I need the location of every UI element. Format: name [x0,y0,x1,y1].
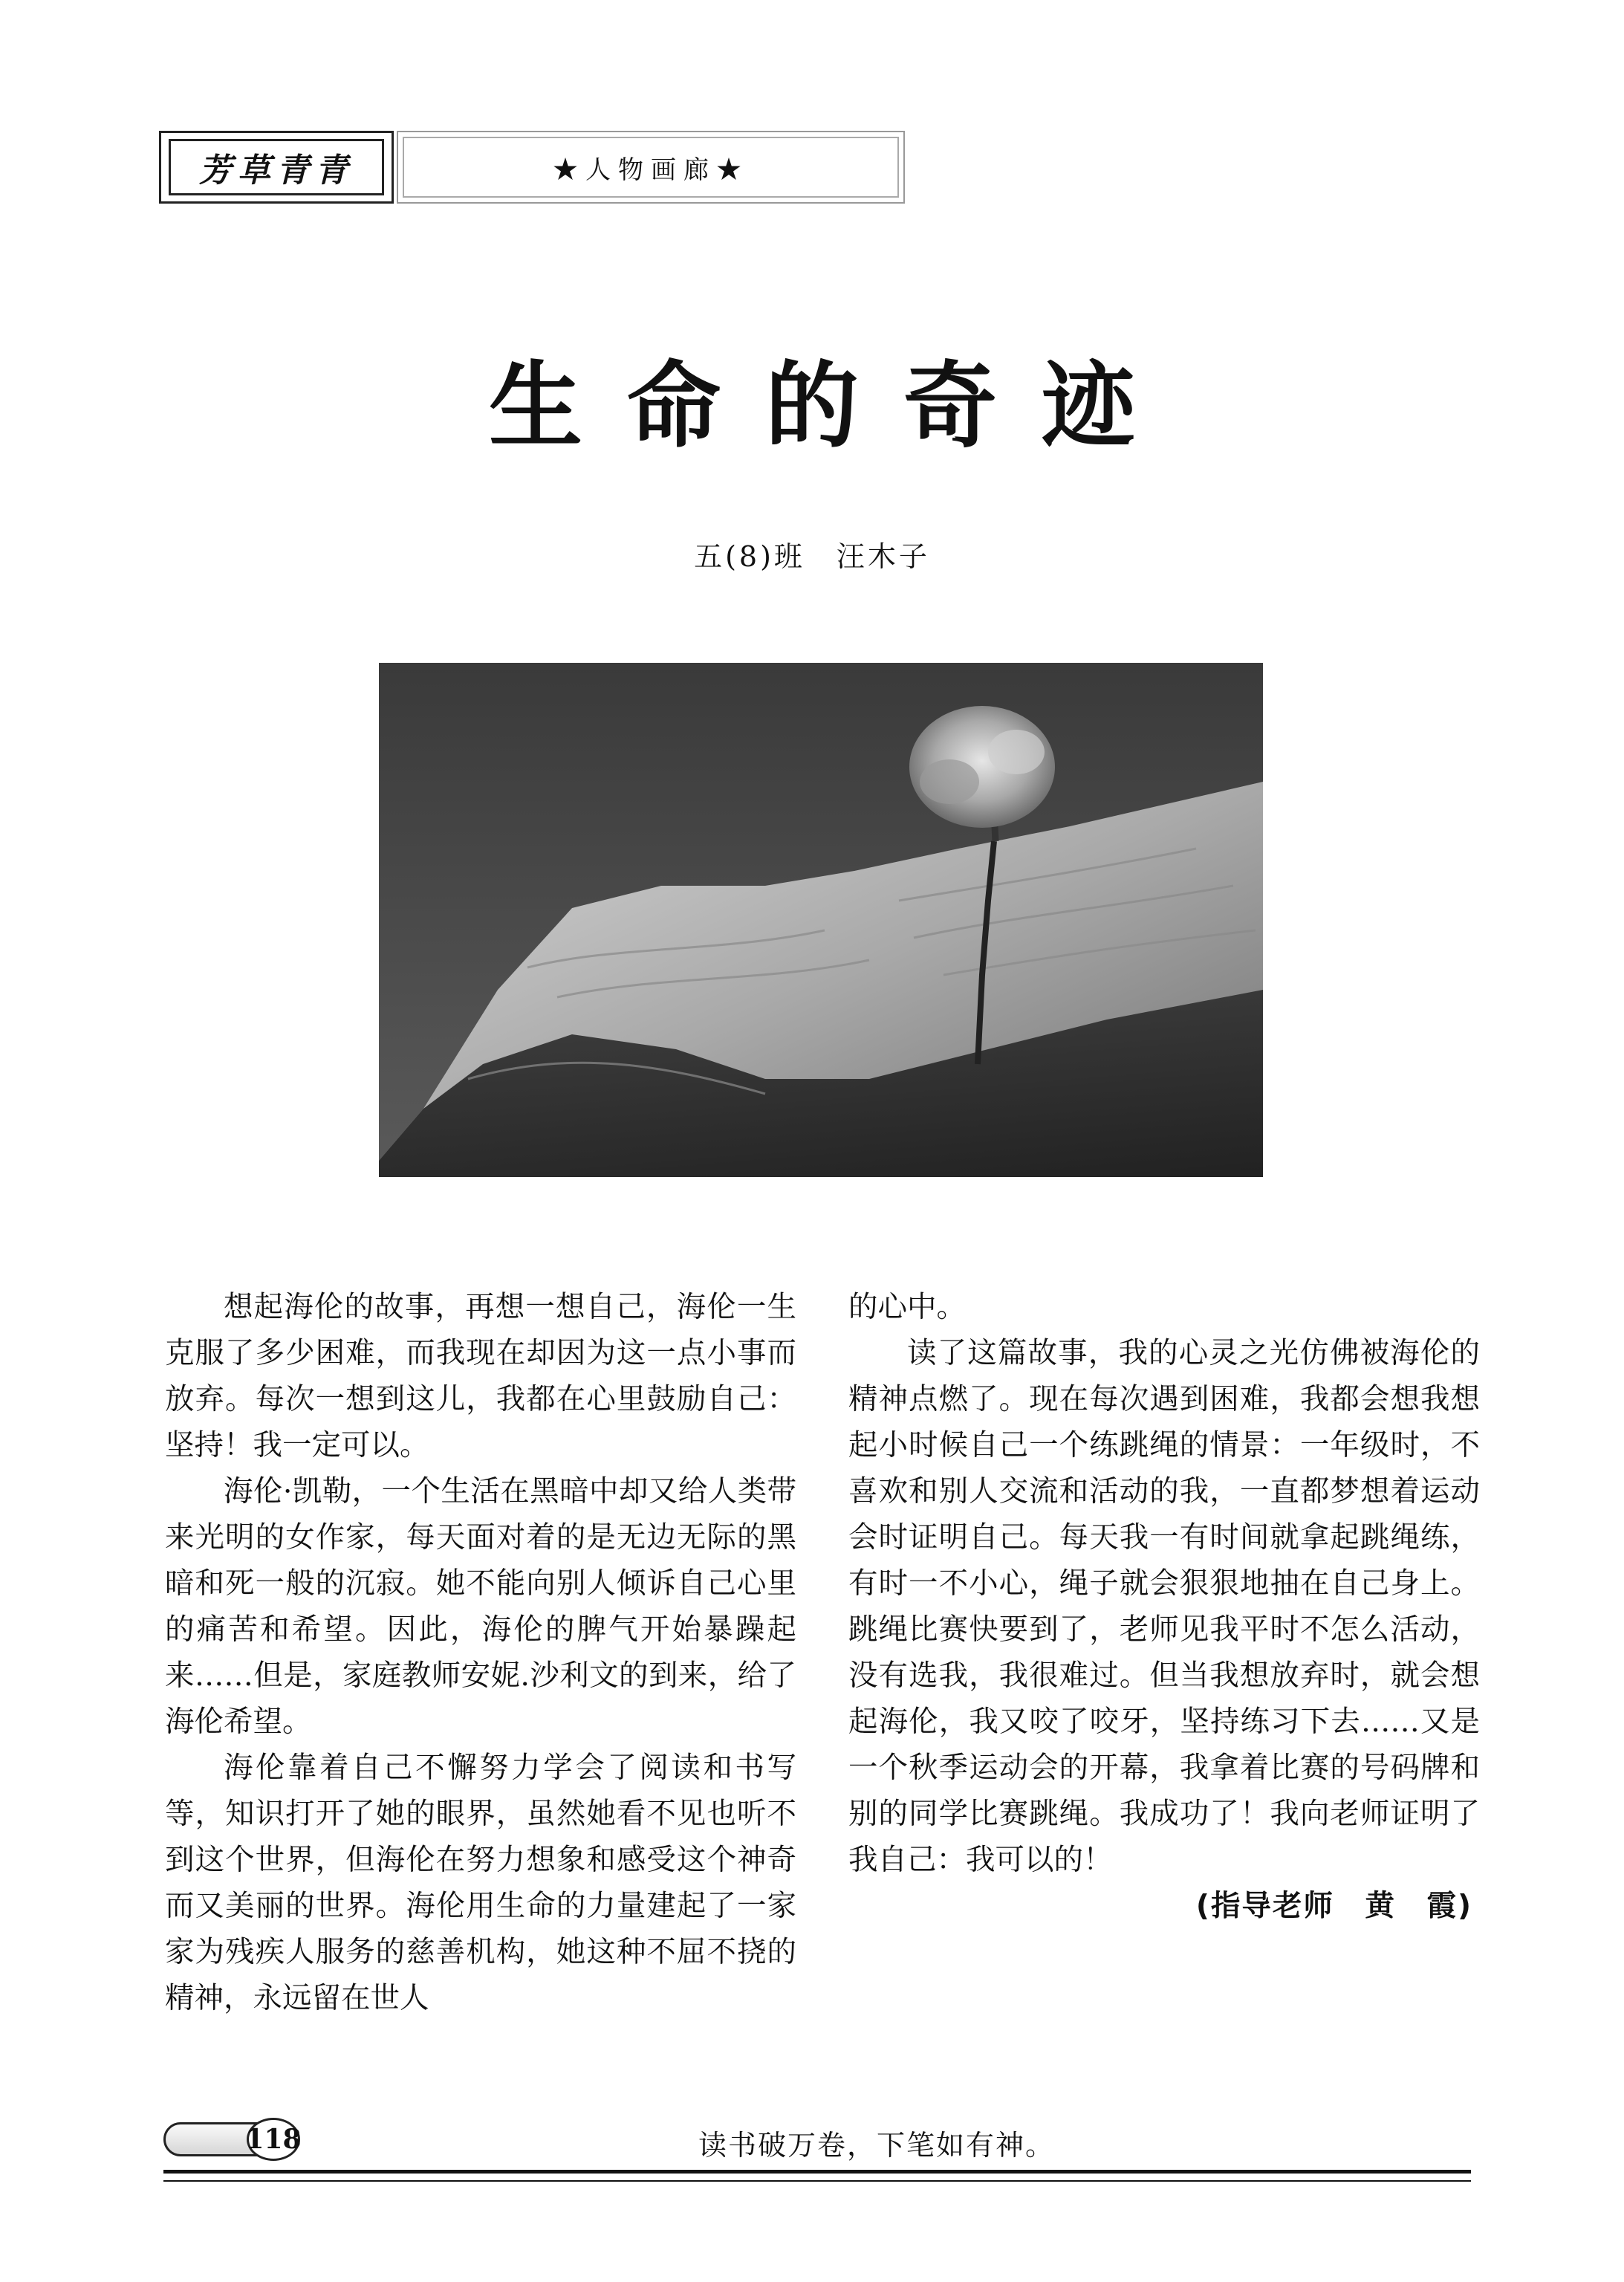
paragraph: 海伦·凯勒，一个生活在黑暗中却又给人类带来光明的女作家，每天面对着的是无边无际的黑暗和死一般的沉寂。她不能向别人倾诉自己心里的痛苦和希望。因此，海伦的脾气开始暴躁起来……但是，家庭教师安妮.沙利文的到来，给了海伦希望。 [165,1474,796,1739]
footer-rule-thick [163,2170,1471,2174]
paragraph: 读了这篇故事，我的心灵之光仿佛被海伦的精神点燃了。现在每次遇到困难，我都会想我想起小时候自己一个练跳绳的情景：一年级时，不喜欢和别人交流和活动的我，一直都梦想着运动会时证明自己。每天我一有时间就拿起跳绳练，有时一不小心，绳子就会狠狠地抽在自己身上。跳绳比赛快要到了，老师见我平时不怎么活动，没有选我，我很难过。但当我想放弃时，就会想起海伦，我又咬了咬牙，坚持练习下去……又是一个秋季运动会的开幕，我拿着比赛的号码牌和别的同学比赛跳绳。我成功了！我向老师证明了我自己：我可以的！ [848,1336,1480,1877]
column-name: ★人物画廊★ [403,137,899,198]
advisor-signature: (指导老师 黄 霞) [1195,1889,1472,1923]
section-tag: 芳草青青 [169,139,384,195]
article-column-right [848,1284,1480,1929]
column-name-box [397,131,905,204]
article-byline: 五(8)班 汪木子 [694,540,930,573]
page-number: 118 [247,2118,300,2161]
article-title: 生命的奇迹 [489,351,1180,461]
section-tag-box [159,131,394,204]
paragraph: 想起海伦的故事，再想一想自己，海伦一生克服了多少困难，而我现在却因为这一点小事而放弃。每次一想到这儿，我都在心里鼓励自己：坚持！我一定可以。 [165,1290,796,1462]
paragraph: 海伦靠着自己不懈努力学会了阅读和书写等，知识打开了她的眼界，虽然她看不见也听不到这个世界，但海伦在努力想象和感受这个神奇而又美丽的世界。海伦用生命的力量建起了一家家为残疾人服务的慈善机构，她这种不屈不挠的精神，永远留在世人 [165,1751,796,2015]
article-column-left [165,1284,796,2021]
footer-motto: 读书破万卷，下笔如有神。 [698,2129,1056,2162]
tree-on-rock-photo [379,663,1263,1177]
footer-rule-thin [163,2180,1471,2182]
paragraph: 的心中。 [848,1290,966,1324]
